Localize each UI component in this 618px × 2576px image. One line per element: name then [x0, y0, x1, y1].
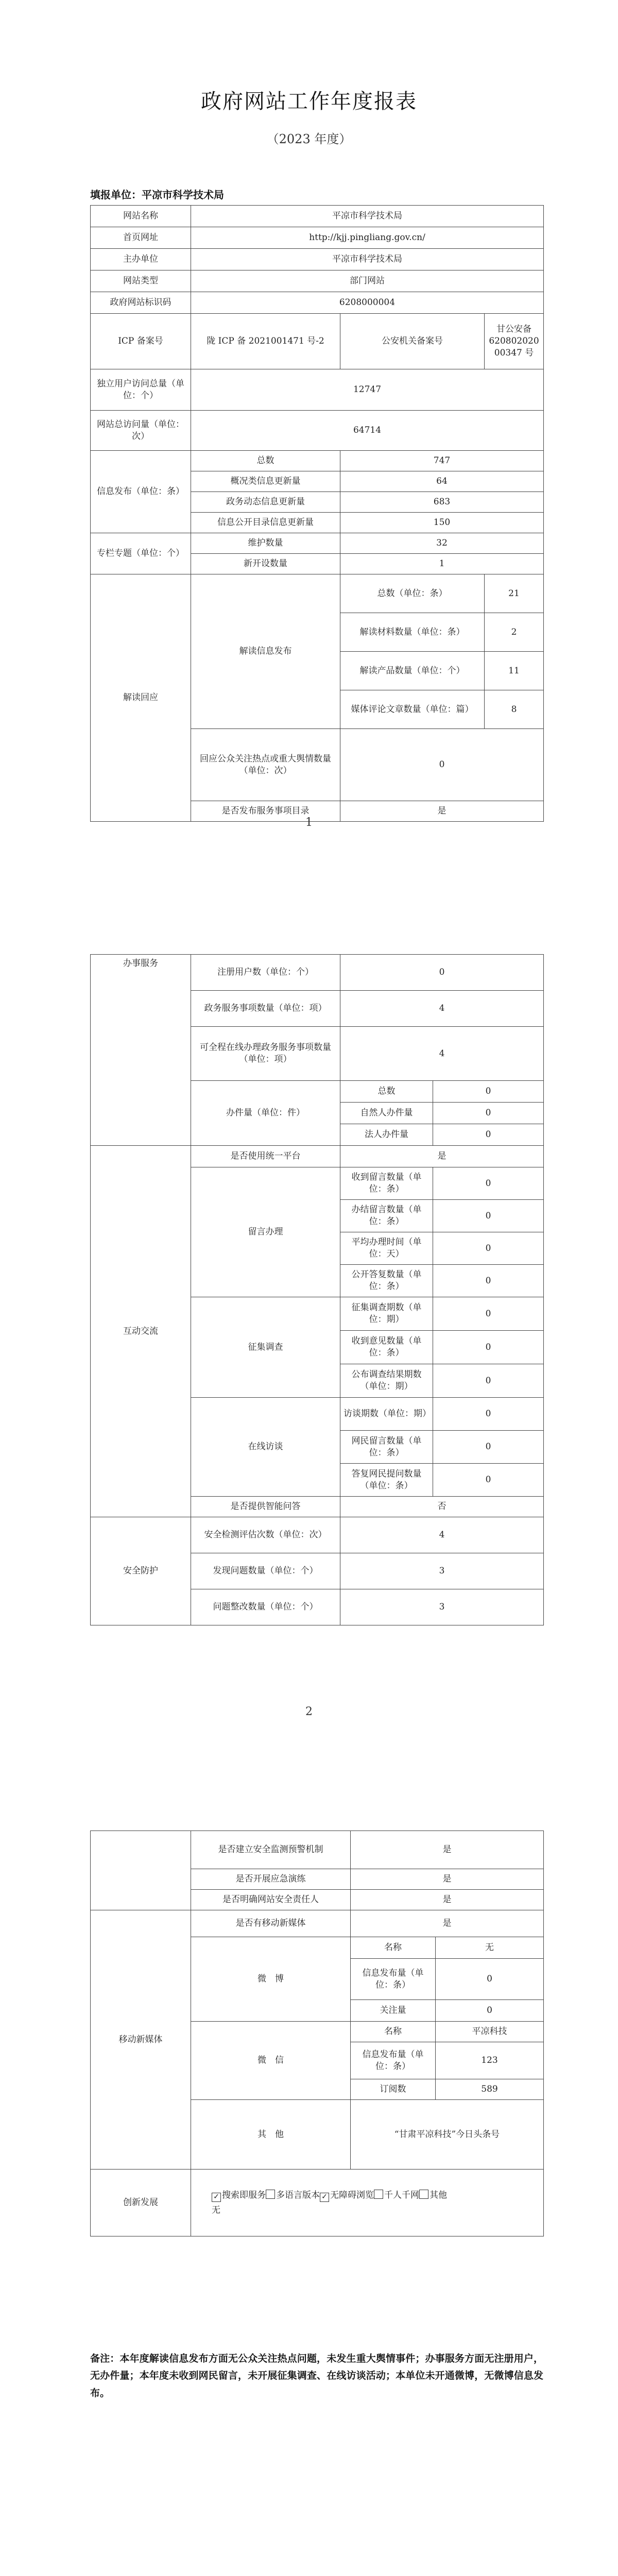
info-catalog-label: 信息公开目录信息更新量 [191, 513, 340, 533]
interact-smart-value: 否 [340, 1497, 544, 1517]
icp-value: 陇 ICP 备 2021001471 号-2 [191, 314, 340, 369]
survey-n-value: 0 [433, 1297, 544, 1331]
wx-pub-label: 信息发布量（单位：条） [351, 2042, 436, 2079]
checkbox-icon: ✓ [320, 2193, 329, 2202]
interpret-product-label: 解读产品数量（单位：个） [340, 652, 485, 690]
talk-a-label: 答复网民提问数量（单位：条） [340, 1464, 433, 1497]
talk-q-label: 网民留言数量（单位：条） [340, 1431, 433, 1464]
survey-op-value: 0 [433, 1331, 544, 1364]
service-online-value: 4 [340, 1027, 544, 1081]
column-maintain-label: 维护数量 [191, 533, 340, 554]
interpret-material-label: 解读材料数量（单位：条） [340, 613, 485, 652]
interpret-product-value: 11 [485, 652, 544, 690]
checkbox-icon [266, 2190, 275, 2199]
uv-label: 独立用户访问总量（单位：个） [91, 369, 191, 411]
innovation-option[interactable]: 千人千网 [374, 2190, 419, 2200]
innovation-options [191, 2170, 544, 2236]
interact-unified-label: 是否使用统一平台 [191, 1146, 340, 1167]
column-maintain-value: 32 [340, 533, 544, 554]
weibo-label: 微 博 [191, 1937, 351, 2022]
site-code-value: 6208000004 [191, 292, 544, 314]
info-total-value: 747 [340, 451, 544, 471]
security-drill-label: 是否开展应急演练 [191, 1869, 351, 1890]
msg-recv-value: 0 [433, 1167, 544, 1200]
service-handle-label: 办件量（单位：件） [191, 1081, 340, 1146]
service-items-value: 4 [340, 991, 544, 1027]
media-has-label: 是否有移动新媒体 [191, 1910, 351, 1937]
footnote: 备注：本年度解读信息发布方面无公众关注热点问题，未发生重大舆情事件；办事服务方面无注册用户，无办件量；本年度未收到网民留言，未开展征集调查、在线访谈活动；本单位未开通微博，无微博信息发布。 [90, 2353, 543, 2399]
interpret-total-value: 21 [485, 574, 544, 613]
security-cont-label [91, 1831, 191, 1910]
police-label: 公安机关备案号 [340, 314, 485, 369]
msg-pub-label: 公开答复数量（单位：条） [340, 1265, 433, 1297]
wx-name-value: 平凉科技 [436, 2022, 544, 2042]
innovation-option[interactable]: 多语言版本 [266, 2190, 320, 2200]
service-items-label: 政务服务事项数量（单位：项） [191, 991, 340, 1027]
security-fixed-label: 问题整改数量（单位：个） [191, 1589, 340, 1625]
host-value: 平凉市科学技术局 [191, 249, 544, 270]
interact-smart-label: 是否提供智能问答 [191, 1497, 340, 1517]
report-title: 政府网站工作年度报表 [201, 90, 417, 113]
interact-msg-label: 留言办理 [191, 1167, 340, 1297]
innovation-label: 创新发展 [91, 2170, 191, 2236]
pv-label: 网站总访问量（单位：次） [91, 411, 191, 451]
service-natural-label: 自然人办件量 [340, 1103, 433, 1124]
msg-recv-label: 收到留言数量（单位：条） [340, 1167, 433, 1200]
wx-name-label: 名称 [351, 2022, 436, 2042]
service-label: 办事服务 [91, 955, 191, 1146]
report-table-page2 [90, 954, 544, 1625]
report-table-page3 [90, 1831, 544, 2236]
police-value: 甘公安备 62080202000347 号 [485, 314, 544, 369]
interpret-respond-label: 回应公众关注热点或重大舆情数量（单位：次） [191, 729, 340, 801]
security-found-label: 发现问题数量（单位：个） [191, 1553, 340, 1589]
security-warn-label: 是否建立安全监测预警机制 [191, 1831, 351, 1869]
survey-n-label: 征集调查期数（单位：期） [340, 1297, 433, 1331]
interact-label: 互动交流 [91, 1146, 191, 1517]
info-dynamic-value: 683 [340, 492, 544, 513]
talk-n-value: 0 [433, 1398, 544, 1431]
talk-a-value: 0 [433, 1464, 544, 1497]
other-value: “甘肃平凉科技”今日头条号 [351, 2100, 544, 2170]
site-name-value: 平凉市科学技术局 [191, 206, 544, 227]
filler-unit: 填报单位：平凉市科学技术局 [90, 189, 224, 201]
wb-name-value: 无 [436, 1937, 544, 1959]
innovation-option[interactable]: 其他 [419, 2190, 447, 2200]
msg-time-value: 0 [433, 1232, 544, 1265]
wb-pub-label: 信息发布量（单位：条） [351, 1959, 436, 2000]
page-number-1: 1 [305, 816, 313, 829]
wechat-label: 微 信 [191, 2022, 351, 2100]
info-label: 信息发布（单位：条） [91, 451, 191, 533]
page-number-2: 2 [305, 1705, 313, 1718]
site-code-label: 政府网站标识码 [91, 292, 191, 314]
info-dynamic-label: 政务动态信息更新量 [191, 492, 340, 513]
wb-pub-value: 0 [436, 1959, 544, 2000]
site-name-label: 网站名称 [91, 206, 191, 227]
report-table-page1 [90, 205, 544, 822]
interpret-catalog-label: 是否发布服务事项目录 [191, 801, 340, 822]
service-natural-value: 0 [433, 1103, 544, 1124]
interpret-total-label: 总数（单位：条） [340, 574, 485, 613]
security-label: 安全防护 [91, 1517, 191, 1625]
icp-label: ICP 备案号 [91, 314, 191, 369]
interpret-material-value: 2 [485, 613, 544, 652]
interpret-label: 解读回应 [91, 574, 191, 822]
other-label: 其 他 [191, 2100, 351, 2170]
innovation-option[interactable]: ✓ 无障碍浏览 [320, 2190, 374, 2200]
security-check-value: 4 [340, 1517, 544, 1553]
security-warn-value: 是 [351, 1831, 544, 1869]
security-found-value: 3 [340, 1553, 544, 1589]
security-person-label: 是否明确网站安全责任人 [191, 1890, 351, 1910]
checkbox-icon [374, 2190, 383, 2199]
interpret-catalog-value: 是 [340, 801, 544, 822]
home-url-value: http://kjj.pingliang.gov.cn/ [191, 227, 544, 249]
column-new-label: 新开设数量 [191, 554, 340, 574]
media-label: 移动新媒体 [91, 1910, 191, 2170]
wb-name-label: 名称 [351, 1937, 436, 1959]
info-overview-value: 64 [340, 471, 544, 492]
interact-talk-label: 在线访谈 [191, 1398, 340, 1497]
media-has-value: 是 [351, 1910, 544, 1937]
interact-unified-value: 是 [340, 1146, 544, 1167]
service-legal-label: 法人办件量 [340, 1124, 433, 1146]
interact-survey-label: 征集调查 [191, 1297, 340, 1398]
service-online-label: 可全程在线办理政务服务事项数量（单位：项） [191, 1027, 340, 1081]
talk-n-label: 访谈期数（单位：期） [340, 1398, 433, 1431]
talk-q-value: 0 [433, 1431, 544, 1464]
info-total-label: 总数 [191, 451, 340, 471]
site-type-label: 网站类型 [91, 270, 191, 292]
security-person-value: 是 [351, 1890, 544, 1910]
wx-sub-value: 589 [436, 2079, 544, 2100]
service-legal-value: 0 [433, 1124, 544, 1146]
survey-res-value: 0 [433, 1364, 544, 1398]
wb-fans-value: 0 [436, 2000, 544, 2022]
home-url-label: 首页网址 [91, 227, 191, 249]
wx-pub-value: 123 [436, 2042, 544, 2079]
info-catalog-value: 150 [340, 513, 544, 533]
checkbox-icon: ✓ [212, 2193, 221, 2202]
service-users-label: 注册用户数（单位：个） [191, 955, 340, 991]
report-year: （2023 年度） [266, 132, 352, 146]
checkbox-icon [419, 2190, 428, 2199]
wb-fans-label: 关注量 [351, 2000, 436, 2022]
interpret-publish-label: 解读信息发布 [191, 574, 340, 729]
interpret-respond-value: 0 [340, 729, 544, 801]
column-label: 专栏专题（单位：个） [91, 533, 191, 574]
host-label: 主办单位 [91, 249, 191, 270]
security-check-label: 安全检测评估次数（单位：次） [191, 1517, 340, 1553]
info-overview-label: 概况类信息更新量 [191, 471, 340, 492]
survey-op-label: 收到意见数量（单位：条） [340, 1331, 433, 1364]
service-users-value: 0 [340, 955, 544, 991]
column-new-value: 1 [340, 554, 544, 574]
msg-pub-value: 0 [433, 1265, 544, 1297]
interpret-media-label: 媒体评论文章数量（单位：篇） [340, 690, 485, 729]
survey-res-label: 公布调查结果期数（单位：期） [340, 1364, 433, 1398]
service-total-value: 0 [433, 1081, 544, 1103]
service-total-label: 总数 [340, 1081, 433, 1103]
msg-done-label: 办结留言数量（单位：条） [340, 1200, 433, 1232]
wx-sub-label: 订阅数 [351, 2079, 436, 2100]
interpret-media-value: 8 [485, 690, 544, 729]
uv-value: 12747 [191, 369, 544, 411]
pv-value: 64714 [191, 411, 544, 451]
security-fixed-value: 3 [340, 1589, 544, 1625]
innovation-tail: 无 [212, 2205, 220, 2215]
innovation-option[interactable]: ✓ 搜索即服务 [212, 2190, 266, 2200]
site-type-value: 部门网站 [191, 270, 544, 292]
msg-time-label: 平均办理时间（单位：天） [340, 1232, 433, 1265]
security-drill-value: 是 [351, 1869, 544, 1890]
msg-done-value: 0 [433, 1200, 544, 1232]
